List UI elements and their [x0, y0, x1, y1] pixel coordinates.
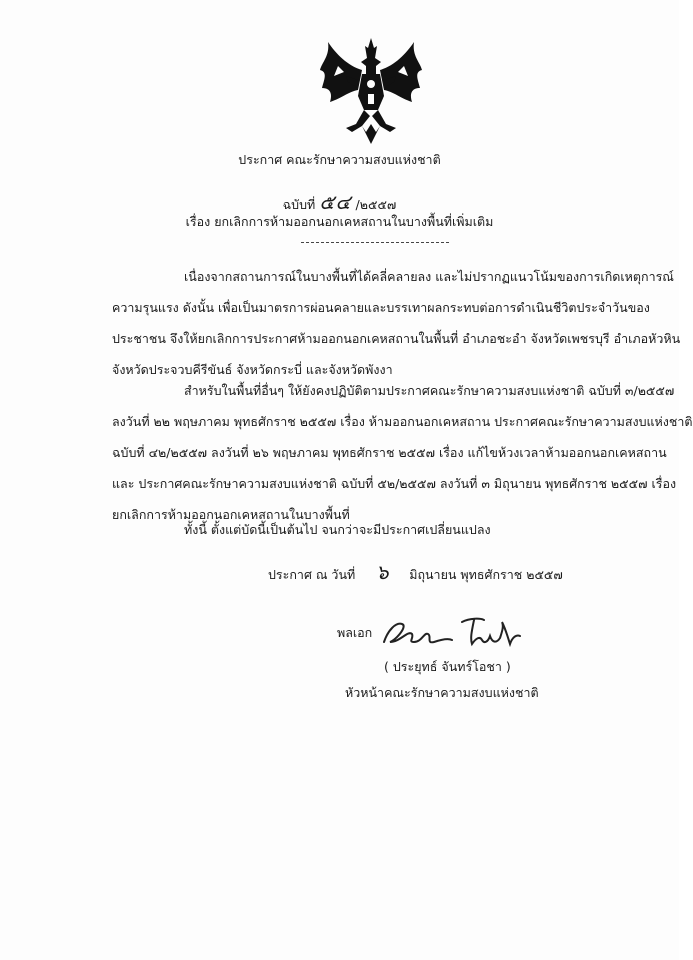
paragraph-3-line: ทั้งนี้ ตั้งแต่บัดนี้เป็นต้นไป จนกว่าจะมีประกาศเปลี่ยนแปลง — [184, 522, 491, 537]
paragraph-1-line: เนื่องจากสถานการณ์ในบางพื้นที่ได้คลี่คลายลง และไม่ปรากฏแนวโน้มของการเกิดเหตุการณ์ — [184, 269, 674, 284]
signature-block — [337, 612, 523, 654]
paragraph-2-line: ยกเลิกการห้ามออกนอกเคหสถานในบางพื้นที่ — [112, 507, 350, 522]
signatory-rank: พลเอก — [337, 625, 373, 640]
paragraph-1-line: ประชาชน จึงให้ยกเลิกการประกาศห้ามออกนอกเคหสถานในพื้นที่ อำเภอชะอำ จังหวัดเพชรบุรี อำเภอหัวหิน — [112, 331, 681, 346]
paragraph-1 — [112, 261, 681, 385]
paragraph-2-line: ลงวันที่ ๒๒ พฤษภาคม พุทธศักราช ๒๕๕๗ เรื่อง ห้ามออกนอกเคหสถาน ประกาศคณะรักษาความสงบแห่งชาติ — [112, 414, 693, 429]
date-line-text — [112, 557, 563, 590]
signatory-name: ( ประยุทธ์ จันทร์โอชา ) — [384, 659, 511, 674]
subject-line: เรื่อง ยกเลิกการห้ามออกนอกเคหสถานในบางพื้นที่เพิ่มเติม — [185, 214, 494, 229]
date-prefix: ประกาศ ณ วันที่ — [268, 567, 356, 582]
date-day-handwritten: ๖ — [375, 560, 389, 584]
paragraph-2-line: และ ประกาศคณะรักษาความสงบแห่งชาติ ฉบับที่ ๕๒/๒๕๕๗ ลงวันที่ ๓ มิถุนายน พุทธศักราช ๒๕๕๗ เรื่อง — [112, 476, 677, 491]
divider-line — [301, 242, 449, 243]
signatory-position: หัวหน้าคณะรักษาความสงบแห่งชาติ — [345, 685, 539, 700]
announcement-title: ประกาศ คณะรักษาความสงบแห่งชาติ — [238, 152, 441, 167]
number-suffix: /๒๕๕๗ — [355, 197, 397, 212]
paragraph-2 — [112, 375, 693, 530]
paragraph-3 — [112, 514, 548, 545]
paragraph-1-line: จังหวัดประจวบคีรีขันธ์ จังหวัดกระบี่ และจังหวัดพังงา — [112, 362, 393, 377]
paragraph-2-line: ฉบับที่ ๔๒/๒๕๕๗ ลงวันที่ ๒๖ พฤษภาคม พุทธศักราช ๒๕๕๗ เรื่อง แก้ไขห้วงเวลาห้ามออกนอกเคหสถาน — [112, 445, 667, 460]
garuda-emblem-icon — [318, 36, 424, 146]
paragraph-1-line: ความรุนแรง ดังนั้น เพื่อเป็นมาตรการผ่อนคลายและบรรเทาผลกระทบต่อการดำเนินชีวิตประจำวันของ — [112, 300, 650, 315]
paragraph-2-line: สำหรับในพื้นที่อื่นๆ ให้ยังคงปฏิบัติตามประกาศคณะรักษาความสงบแห่งชาติ ฉบับที่ ๓/๒๕๕๗ — [184, 383, 675, 398]
date-line — [112, 557, 563, 590]
number-prefix: ฉบับที่ — [282, 197, 316, 212]
number-handwritten: ๕๔ — [319, 190, 352, 214]
date-suffix: มิถุนายน พุทธศักราช ๒๕๕๗ — [409, 567, 563, 582]
handwritten-signature — [378, 612, 523, 654]
